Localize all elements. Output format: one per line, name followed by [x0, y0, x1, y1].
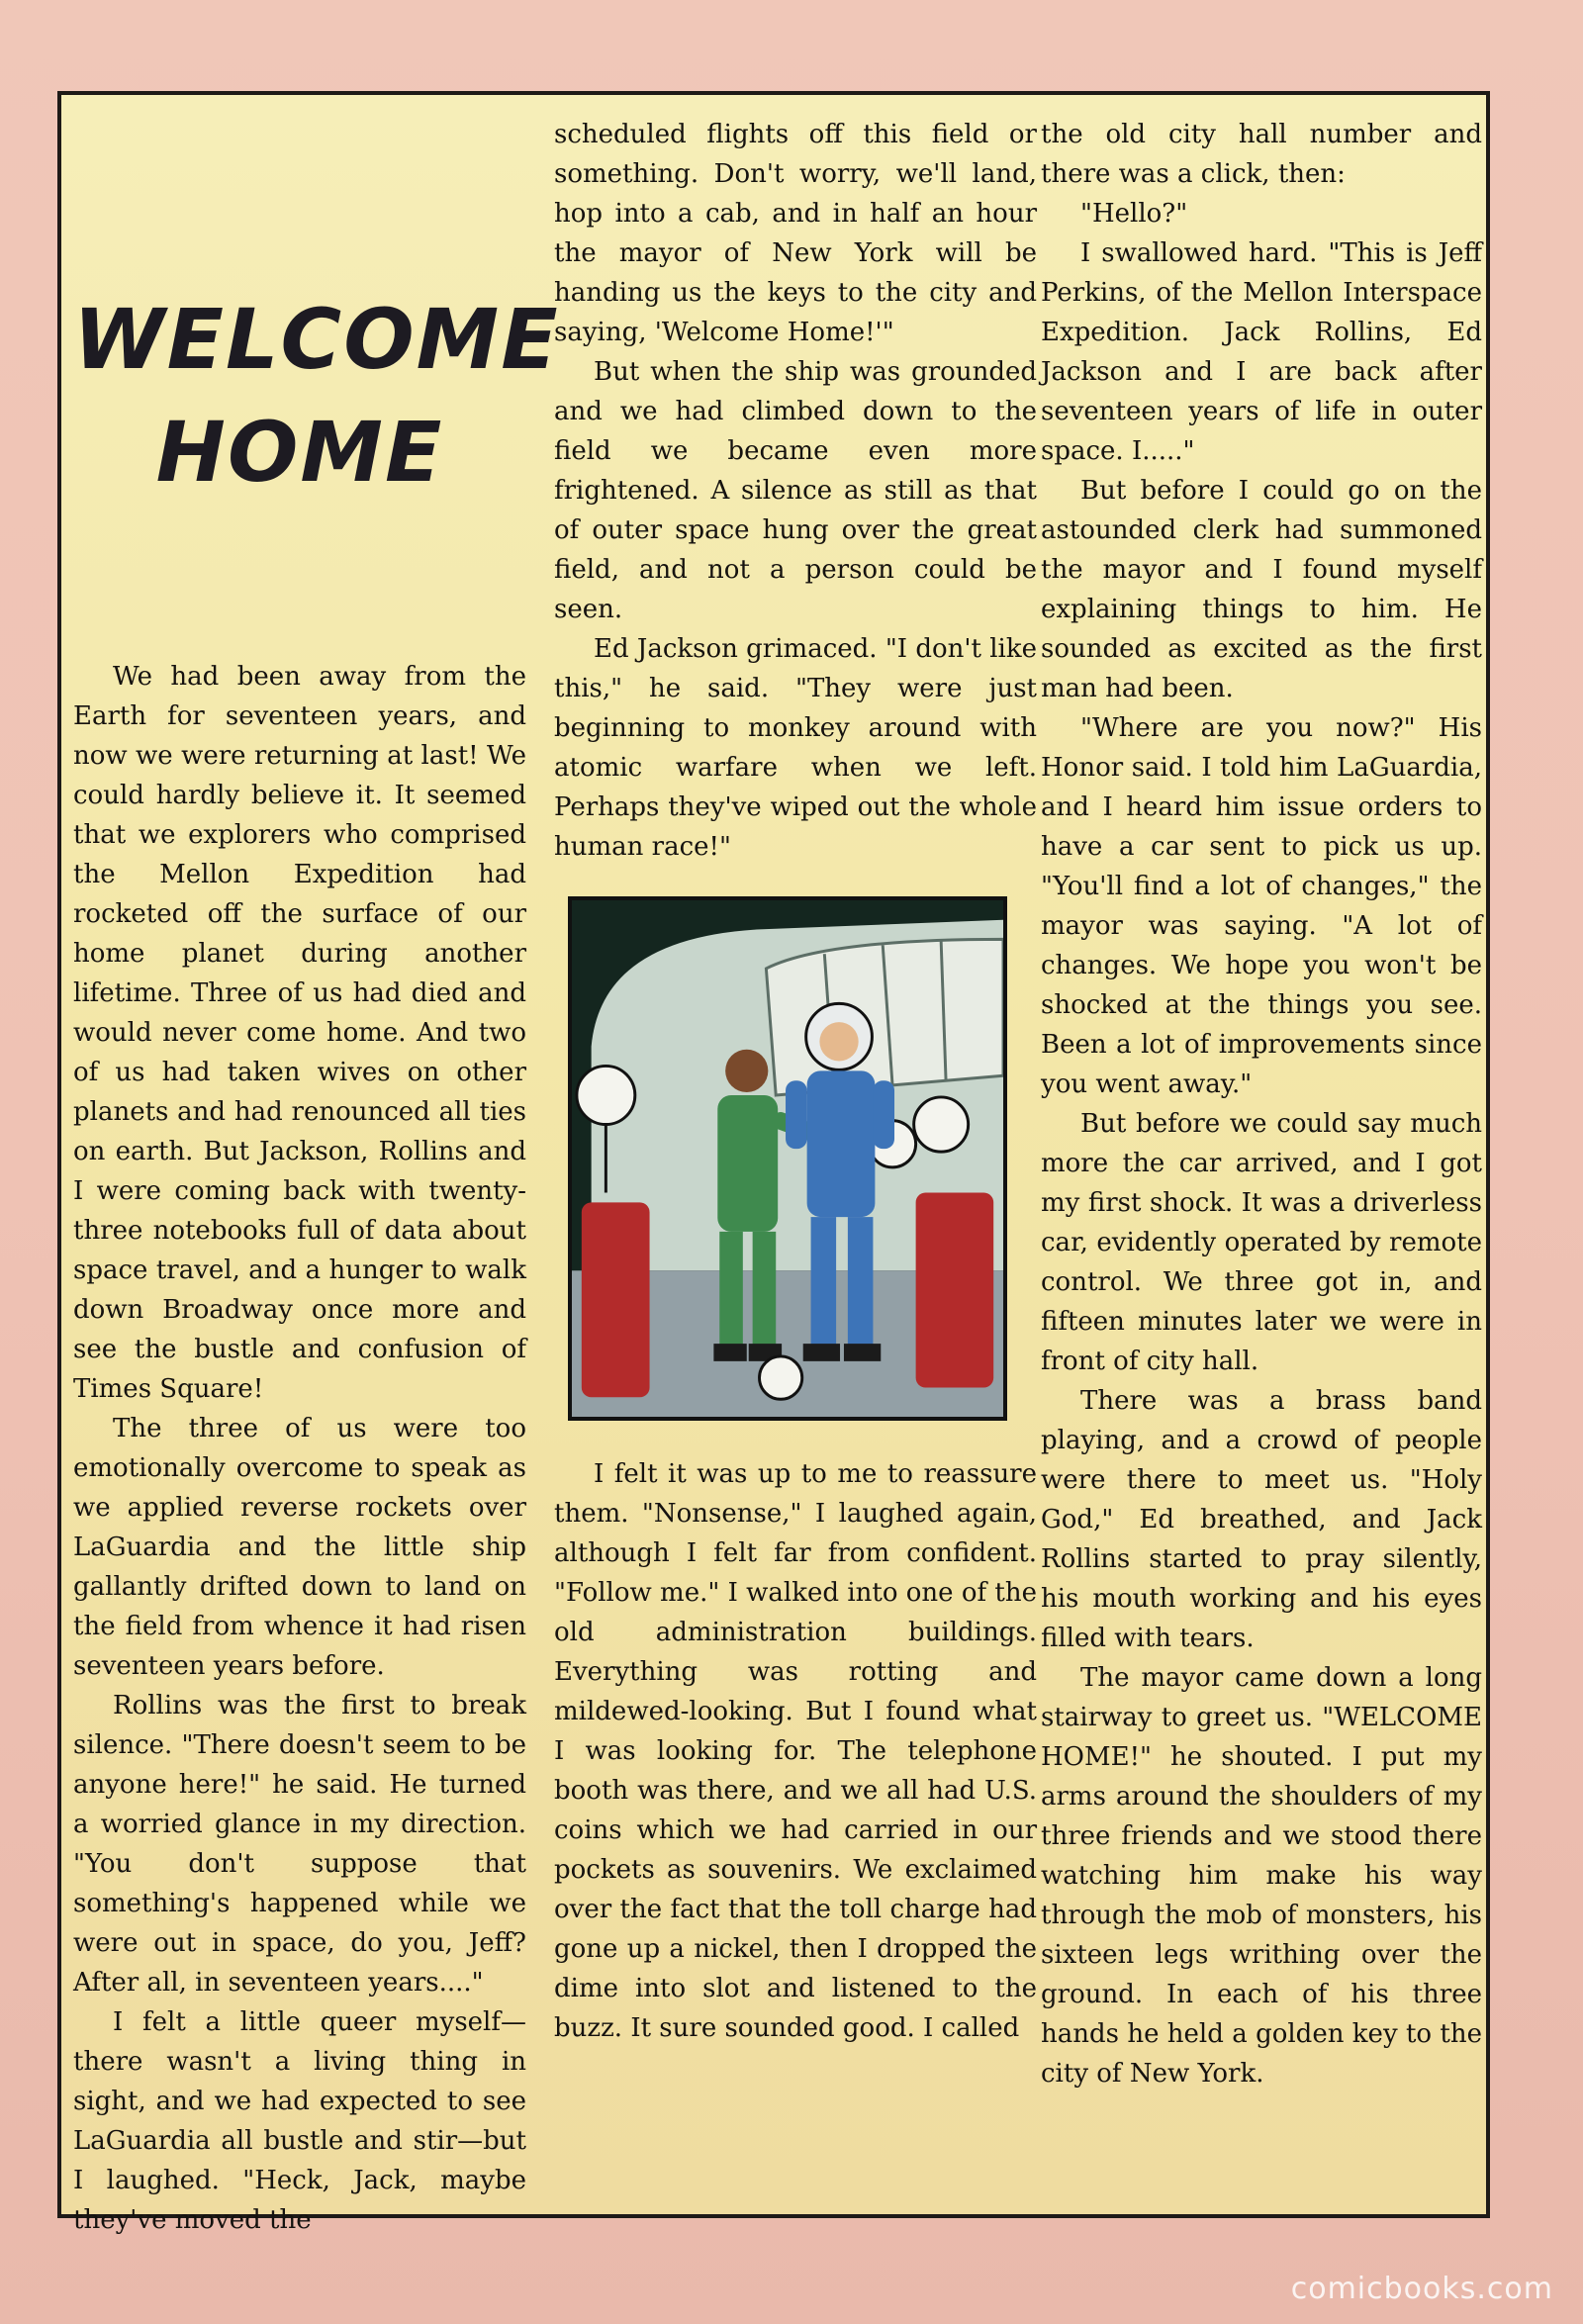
paragraph: Rollins was the first to break silence. "There doesn't seem to be anyone here!" he said. He turned a worried glance in my direction. "You don't suppose that something's happened while we were out in space, do you, Jeff? After all, in seventeen years...." — [73, 1691, 526, 1998]
story-title — [73, 283, 560, 509]
paragraph: I felt a little queer myself—there wasn't a living thing in sight, and we had expected to see LaGuardia all bustle and stir—but I laughed. "Heck, Jack, maybe they've moved the — [73, 2007, 526, 2235]
paragraph: There was a brass band playing, and a crowd of people were there to meet us. "Holy God," Ed breathed, and Jack Rollins started to pray silently, his mouth working and his eyes filled with tears. — [1041, 1386, 1482, 1653]
paragraph: "Hello?" — [1080, 199, 1188, 229]
title-line-1: WELCOME — [73, 291, 560, 388]
paragraph: The three of us were too emotionally overcome to speak as we applied reverse rockets over LaGuardia and the little ship gallantly drifted down to land on the field from whence it had risen seventeen years before. — [73, 1414, 526, 1681]
paragraph: But before I could go on the astounded clerk had summoned the mayor and I found myself explaining things to him. He sounded as excited as the first man had been. — [1041, 476, 1482, 703]
site-watermark: comicbooks.com — [1290, 2272, 1553, 2306]
paragraph: I swallowed hard. "This is Jeff Perkins, of the Mellon Interspace Expedition. Jack Rollins, Ed Jackson and I are back after seventeen years of life in outer space. I....." — [1041, 238, 1482, 466]
helmet-on-floor-icon — [760, 1356, 802, 1399]
title-line-2: HOME — [155, 404, 444, 501]
column-2 — [554, 115, 1037, 2048]
paragraph: scheduled flights off this field or something. Don't worry, we'll land, hop into a cab, and in half an hour the mayor of New York will be handing us the keys to the city and saying, 'Welcome Home!'" — [554, 120, 1037, 347]
paragraph: But when the ship was grounded and we had climbed down to the field we became even more frightened. A silence as still as that of outer space hung over the great field, and not a person could be seen. — [554, 357, 1037, 624]
paragraph: We had been away from the Earth for seventeen years, and now we were returning at last! We could hardly believe it. It seemed that we explorers who comprised the Mellon Expedition had rocketed off the surface of our home planet during another lifetime. Three of us had died and would never come home. And two of us had taken wives on other planets and had renounced all ties on earth. But Jackson, Rollins and I were coming back with twenty-three notebooks full of data about space travel, and a hunger to walk down Broadway once more and see the bustle and confusion of Times Square! — [73, 662, 526, 1404]
paragraph: I felt it was up to me to reassure them. "Nonsense," I laughed again, although I felt far from confident. "Follow me." I walked into one of the old administration buildings. Everything was rotting and mildewed-looking. But I found what I was looking for. The telephone booth was there, and we all had U.S. coins which we had carried in our pockets as souvenirs. We exclaimed over the fact that the toll charge had gone up a nickel, then I dropped the dime into slot and listened to the buzz. It sure sounded good. I called — [554, 1459, 1037, 2043]
story-frame — [57, 91, 1490, 2235]
illustration-panel — [568, 896, 1007, 1421]
column-3 — [1041, 115, 1482, 2093]
paragraph: The mayor came down a long stairway to greet us. "WELCOME HOME!" he shouted. I put my arms around the shoulders of my three friends and we stood there watching him make his way through the mob of monsters, his sixteen legs writhing over the ground. In each of his three hands he held a golden key to the city of New York. — [1041, 1663, 1482, 2089]
paragraph: the old city hall number and there was a click, then: — [1041, 120, 1482, 189]
column-1 — [73, 115, 560, 2240]
paragraph: "Where are you now?" His Honor said. I told him LaGuardia, and I heard him issue orders to have a car sent to pick us up. "You'll find a lot of changes," the mayor was saying. "A lot of changes. We hope you won't be shocked at the things you see. Been a lot of improvements since you went away." — [1041, 713, 1482, 1099]
astronauts-illustration — [572, 900, 1003, 1417]
paragraph: Ed Jackson grimaced. "I don't like this," he said. "They were just beginning to monkey around with atomic warfare when we left. Perhaps they've wiped out the whole human race!" — [554, 634, 1037, 862]
paragraph: But before we could say much more the car arrived, and I got my first shock. It was a driverless car, evidently operated by remote control. We three got in, and fifteen minutes later we were in front of city hall. — [1041, 1109, 1482, 1376]
